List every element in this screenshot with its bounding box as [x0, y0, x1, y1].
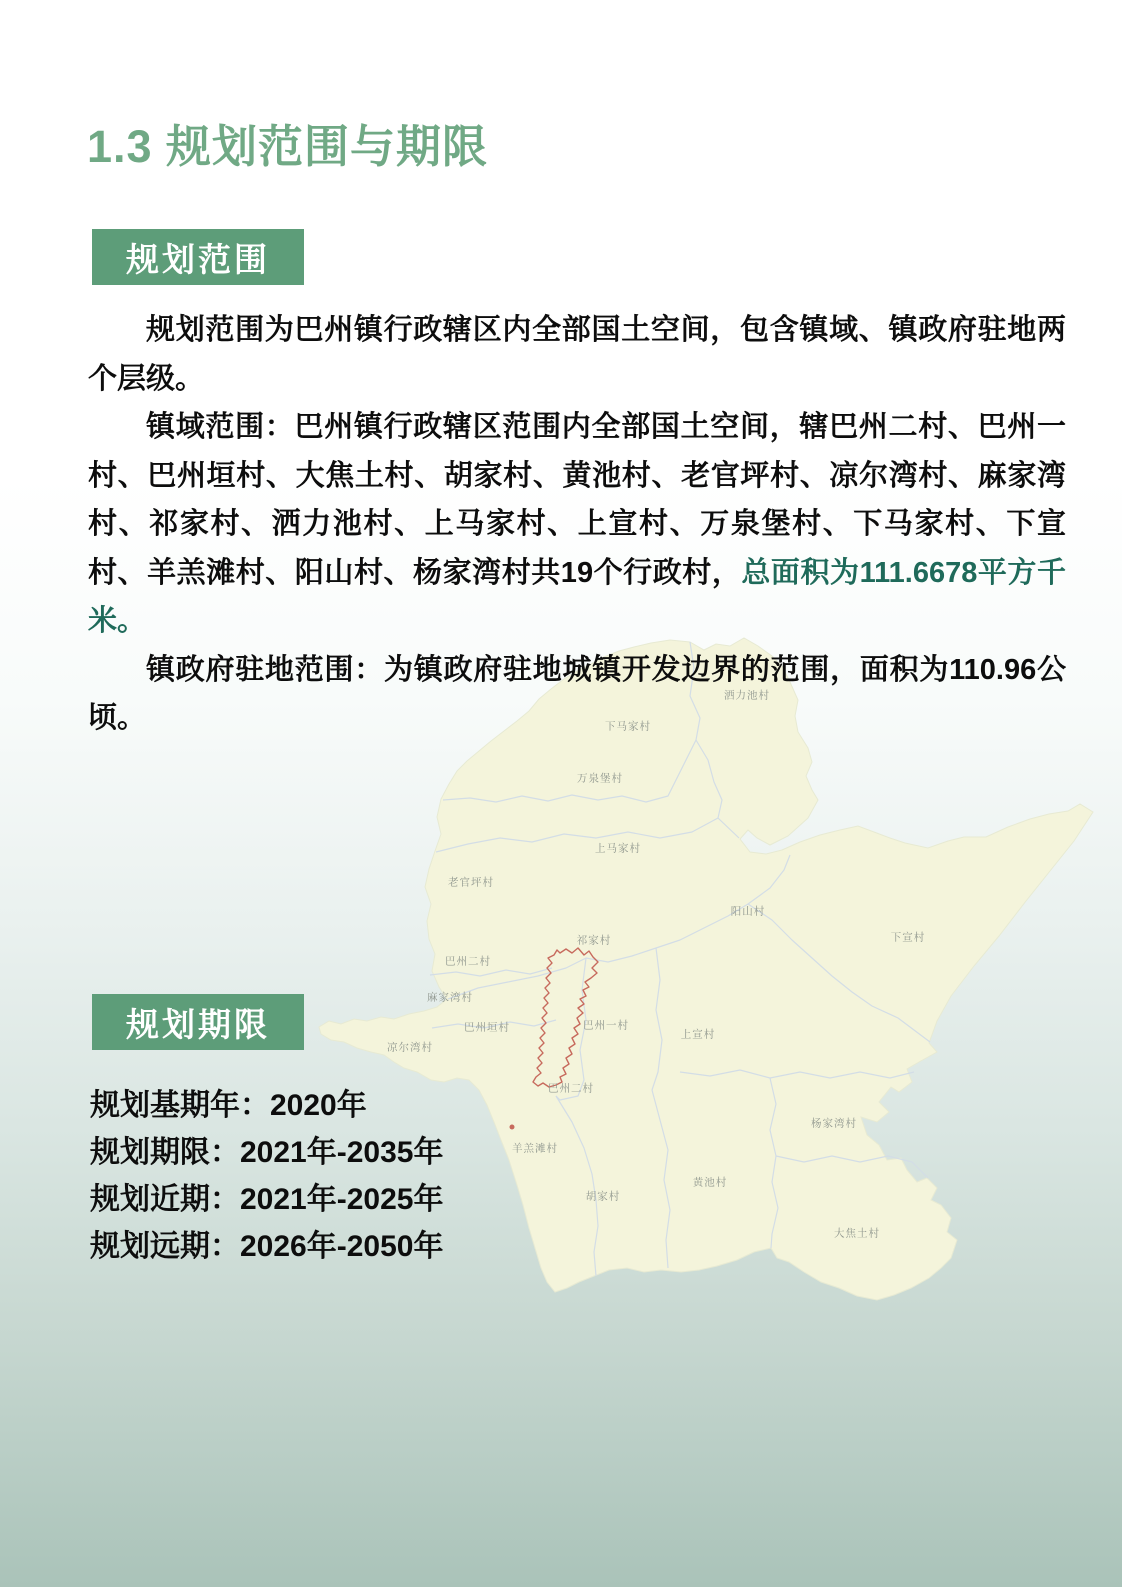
village-label-xiaxuan: 下宣村 — [890, 931, 926, 944]
village-label-laoguanping: 老官坪村 — [448, 876, 494, 889]
page-title: 1.3 规划范围与期限 — [87, 121, 489, 172]
period-item-base-year: 规划基期年：2020年 — [90, 1089, 367, 1122]
village-label-bazhouyuan: 巴州垣村 — [464, 1021, 510, 1034]
scope-badge-label: 规划范围 — [126, 240, 270, 278]
total-area-highlight: 总面积为111.6678平方千米。 — [88, 556, 1066, 637]
village-label-qijia: 祁家村 — [576, 934, 612, 947]
village-label-bazhou1: 巴州一村 — [583, 1019, 629, 1032]
period-badge-label: 规划期限 — [126, 1005, 270, 1043]
village-label-yangshan: 阳山村 — [730, 905, 766, 918]
period-item-near-term: 规划近期：2021年-2025年 — [90, 1183, 444, 1216]
village-label-majiawan: 麻家湾村 — [427, 991, 473, 1004]
village-label-bazhou2-west: 巴州二村 — [445, 955, 491, 968]
period-item-long-term: 规划远期：2026年-2050年 — [90, 1230, 444, 1263]
village-label-xiamajia: 下马家村 — [605, 720, 651, 733]
village-label-huangchi: 黄池村 — [692, 1176, 728, 1189]
scope-paragraph-2 — [88, 403, 1066, 646]
scope-paragraph-2-text: 镇域范围：巴州镇行政辖区范围内全部国土空间，辖巴州二村、巴州一村、巴州垣村、大焦土村、胡家村、黄池村、老官坪村、凉尔湾村、麻家湾村、祁家村、洒力池村、上马家村、上宣村、万泉堡村、下马家村、下宣村、羊羔滩村、阳山村、杨家湾村共19个行政村， — [88, 411, 1066, 589]
village-label-salichi: 洒力池村 — [724, 689, 770, 702]
scope-section-badge — [92, 229, 304, 285]
scope-paragraph-1: 规划范围为巴州镇行政辖区内全部国土空间，包含镇域、镇政府驻地两个层级。 — [88, 314, 1066, 395]
village-label-shangmajia: 上马家村 — [595, 842, 641, 855]
village-label-dajiaotu: 大焦土村 — [834, 1227, 880, 1240]
village-label-shangxuan: 上宣村 — [680, 1028, 716, 1041]
period-section-badge — [92, 994, 304, 1050]
village-label-liangerwan: 凉尔湾村 — [387, 1041, 433, 1054]
planning-periods-list — [90, 1082, 443, 1270]
village-label-yanggaotan: 羊羔滩村 — [512, 1142, 558, 1155]
scope-paragraph-3: 镇政府驻地范围：为镇政府驻地城镇开发边界的范围，面积为110.96公顷。 — [88, 653, 1066, 734]
scope-body-text — [88, 306, 1066, 743]
village-label-bazhou2-center: 巴州二村 — [548, 1082, 594, 1095]
village-label-hujia: 胡家村 — [585, 1190, 621, 1203]
village-label-yangjiawan: 杨家湾村 — [811, 1117, 857, 1130]
period-item-horizon: 规划期限：2021年-2035年 — [90, 1136, 444, 1169]
village-label-wanquanbao: 万泉堡村 — [577, 772, 623, 785]
